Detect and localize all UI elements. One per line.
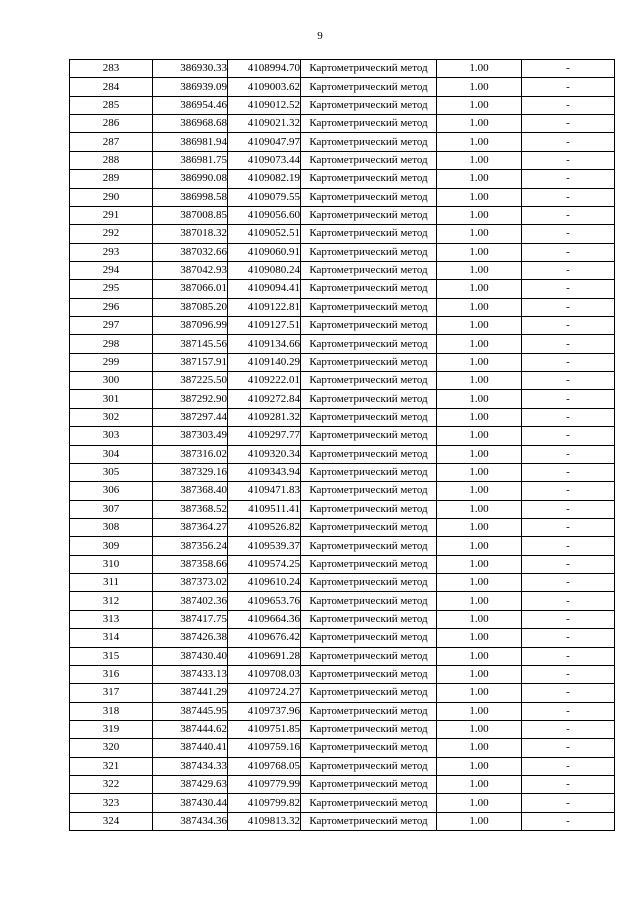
description-cell: - — [522, 776, 615, 794]
description-cell: - — [522, 280, 615, 298]
point-number-cell: 296 — [70, 298, 153, 316]
description-cell: - — [522, 96, 615, 114]
accuracy-cell: 1.00 — [437, 665, 522, 683]
y-coordinate-cell: 4109779.99 — [228, 776, 301, 794]
y-coordinate-cell: 4109047.97 — [228, 133, 301, 151]
point-number-cell: 315 — [70, 647, 153, 665]
accuracy-cell: 1.00 — [437, 280, 522, 298]
table-row — [70, 372, 615, 390]
table-row — [70, 482, 615, 500]
y-coordinate-cell: 4109320.34 — [228, 445, 301, 463]
x-coordinate-cell: 387096.99 — [153, 317, 228, 335]
y-coordinate-cell: 4109343.94 — [228, 463, 301, 481]
x-coordinate-cell: 387364.27 — [153, 518, 228, 536]
accuracy-cell: 1.00 — [437, 684, 522, 702]
x-coordinate-cell: 387368.40 — [153, 482, 228, 500]
description-cell: - — [522, 78, 615, 96]
table-row — [70, 60, 615, 78]
y-coordinate-cell: 4109052.51 — [228, 225, 301, 243]
accuracy-cell: 1.00 — [437, 592, 522, 610]
y-coordinate-cell: 4109122.81 — [228, 298, 301, 316]
accuracy-cell: 1.00 — [437, 225, 522, 243]
description-cell: - — [522, 482, 615, 500]
method-cell: Картометрический метод — [301, 463, 437, 481]
description-cell: - — [522, 739, 615, 757]
coordinates-table — [69, 59, 615, 831]
description-cell: - — [522, 702, 615, 720]
point-number-cell: 288 — [70, 151, 153, 169]
page-number: 9 — [317, 30, 323, 42]
description-cell: - — [522, 555, 615, 573]
y-coordinate-cell: 4109676.42 — [228, 629, 301, 647]
accuracy-cell: 1.00 — [437, 702, 522, 720]
accuracy-cell: 1.00 — [437, 133, 522, 151]
accuracy-cell: 1.00 — [437, 812, 522, 830]
method-cell: Картометрический метод — [301, 665, 437, 683]
y-coordinate-cell: 4109127.51 — [228, 317, 301, 335]
table-row — [70, 427, 615, 445]
point-number-cell: 294 — [70, 261, 153, 279]
description-cell: - — [522, 335, 615, 353]
point-number-cell: 306 — [70, 482, 153, 500]
x-coordinate-cell: 387417.75 — [153, 610, 228, 628]
x-coordinate-cell: 387042.93 — [153, 261, 228, 279]
method-cell: Картометрический метод — [301, 776, 437, 794]
description-cell: - — [522, 684, 615, 702]
y-coordinate-cell: 4109574.25 — [228, 555, 301, 573]
accuracy-cell: 1.00 — [437, 78, 522, 96]
point-number-cell: 293 — [70, 243, 153, 261]
y-coordinate-cell: 4109768.05 — [228, 757, 301, 775]
point-number-cell: 302 — [70, 408, 153, 426]
table-row — [70, 115, 615, 133]
table-row — [70, 96, 615, 114]
y-coordinate-cell: 4109281.32 — [228, 408, 301, 426]
table-row — [70, 390, 615, 408]
method-cell: Картометрический метод — [301, 574, 437, 592]
description-cell: - — [522, 518, 615, 536]
method-cell: Картометрический метод — [301, 518, 437, 536]
point-number-cell: 284 — [70, 78, 153, 96]
y-coordinate-cell: 4109708.03 — [228, 665, 301, 683]
table-row — [70, 794, 615, 812]
method-cell: Картометрический метод — [301, 757, 437, 775]
accuracy-cell: 1.00 — [437, 757, 522, 775]
x-coordinate-cell: 387225.50 — [153, 372, 228, 390]
x-coordinate-cell: 386954.46 — [153, 96, 228, 114]
point-number-cell: 322 — [70, 776, 153, 794]
method-cell: Картометрический метод — [301, 702, 437, 720]
description-cell: - — [522, 243, 615, 261]
x-coordinate-cell: 387368.52 — [153, 500, 228, 518]
method-cell: Картометрический метод — [301, 684, 437, 702]
point-number-cell: 285 — [70, 96, 153, 114]
y-coordinate-cell: 4109759.16 — [228, 739, 301, 757]
method-cell: Картометрический метод — [301, 592, 437, 610]
point-number-cell: 318 — [70, 702, 153, 720]
accuracy-cell: 1.00 — [437, 463, 522, 481]
point-number-cell: 310 — [70, 555, 153, 573]
x-coordinate-cell: 387430.44 — [153, 794, 228, 812]
point-number-cell: 323 — [70, 794, 153, 812]
description-cell: - — [522, 537, 615, 555]
table-row — [70, 243, 615, 261]
point-number-cell: 301 — [70, 390, 153, 408]
description-cell: - — [522, 133, 615, 151]
x-coordinate-cell: 387445.95 — [153, 702, 228, 720]
x-coordinate-cell: 387032.66 — [153, 243, 228, 261]
table-row — [70, 537, 615, 555]
point-number-cell: 289 — [70, 170, 153, 188]
x-coordinate-cell: 387145.56 — [153, 335, 228, 353]
table-row — [70, 574, 615, 592]
method-cell: Картометрический метод — [301, 353, 437, 371]
table-row — [70, 739, 615, 757]
method-cell: Картометрический метод — [301, 298, 437, 316]
x-coordinate-cell: 387018.32 — [153, 225, 228, 243]
method-cell: Картометрический метод — [301, 335, 437, 353]
table-row — [70, 170, 615, 188]
point-number-cell: 303 — [70, 427, 153, 445]
x-coordinate-cell: 387356.24 — [153, 537, 228, 555]
y-coordinate-cell: 4109664.36 — [228, 610, 301, 628]
description-cell: - — [522, 151, 615, 169]
table-row — [70, 702, 615, 720]
y-coordinate-cell: 4109813.32 — [228, 812, 301, 830]
accuracy-cell: 1.00 — [437, 60, 522, 78]
table-row — [70, 610, 615, 628]
accuracy-cell: 1.00 — [437, 739, 522, 757]
method-cell: Картометрический метод — [301, 170, 437, 188]
table-row — [70, 445, 615, 463]
table-row — [70, 720, 615, 738]
y-coordinate-cell: 4109539.37 — [228, 537, 301, 555]
accuracy-cell: 1.00 — [437, 408, 522, 426]
x-coordinate-cell: 386930.33 — [153, 60, 228, 78]
y-coordinate-cell: 4109297.77 — [228, 427, 301, 445]
x-coordinate-cell: 387008.85 — [153, 206, 228, 224]
y-coordinate-cell: 4109691.28 — [228, 647, 301, 665]
x-coordinate-cell: 386968.68 — [153, 115, 228, 133]
x-coordinate-cell: 386939.09 — [153, 78, 228, 96]
description-cell: - — [522, 206, 615, 224]
method-cell: Картометрический метод — [301, 206, 437, 224]
point-number-cell: 313 — [70, 610, 153, 628]
accuracy-cell: 1.00 — [437, 574, 522, 592]
description-cell: - — [522, 427, 615, 445]
point-number-cell: 297 — [70, 317, 153, 335]
x-coordinate-cell: 387426.38 — [153, 629, 228, 647]
y-coordinate-cell: 4109511.41 — [228, 500, 301, 518]
table-row — [70, 647, 615, 665]
y-coordinate-cell: 4109653.76 — [228, 592, 301, 610]
x-coordinate-cell: 387430.40 — [153, 647, 228, 665]
accuracy-cell: 1.00 — [437, 335, 522, 353]
y-coordinate-cell: 4109471.83 — [228, 482, 301, 500]
accuracy-cell: 1.00 — [437, 647, 522, 665]
y-coordinate-cell: 4109003.62 — [228, 78, 301, 96]
y-coordinate-cell: 4109526.82 — [228, 518, 301, 536]
x-coordinate-cell: 387329.16 — [153, 463, 228, 481]
point-number-cell: 305 — [70, 463, 153, 481]
point-number-cell: 287 — [70, 133, 153, 151]
description-cell: - — [522, 225, 615, 243]
method-cell: Картометрический метод — [301, 537, 437, 555]
y-coordinate-cell: 4109021.32 — [228, 115, 301, 133]
point-number-cell: 286 — [70, 115, 153, 133]
table-row — [70, 500, 615, 518]
x-coordinate-cell: 387292.90 — [153, 390, 228, 408]
point-number-cell: 308 — [70, 518, 153, 536]
x-coordinate-cell: 387085.20 — [153, 298, 228, 316]
accuracy-cell: 1.00 — [437, 500, 522, 518]
description-cell: - — [522, 60, 615, 78]
accuracy-cell: 1.00 — [437, 188, 522, 206]
table-row — [70, 133, 615, 151]
y-coordinate-cell: 4109060.91 — [228, 243, 301, 261]
method-cell: Картометрический метод — [301, 96, 437, 114]
point-number-cell: 283 — [70, 60, 153, 78]
y-coordinate-cell: 4109079.55 — [228, 188, 301, 206]
description-cell: - — [522, 592, 615, 610]
description-cell: - — [522, 500, 615, 518]
accuracy-cell: 1.00 — [437, 776, 522, 794]
x-coordinate-cell: 387433.13 — [153, 665, 228, 683]
method-cell: Картометрический метод — [301, 261, 437, 279]
description-cell: - — [522, 445, 615, 463]
accuracy-cell: 1.00 — [437, 390, 522, 408]
accuracy-cell: 1.00 — [437, 170, 522, 188]
method-cell: Картометрический метод — [301, 482, 437, 500]
accuracy-cell: 1.00 — [437, 151, 522, 169]
table-row — [70, 206, 615, 224]
description-cell: - — [522, 188, 615, 206]
point-number-cell: 299 — [70, 353, 153, 371]
method-cell: Картометрический метод — [301, 317, 437, 335]
accuracy-cell: 1.00 — [437, 96, 522, 114]
x-coordinate-cell: 387402.36 — [153, 592, 228, 610]
table-row — [70, 280, 615, 298]
y-coordinate-cell: 4109724.27 — [228, 684, 301, 702]
y-coordinate-cell: 4109799.82 — [228, 794, 301, 812]
point-number-cell: 320 — [70, 739, 153, 757]
point-number-cell: 314 — [70, 629, 153, 647]
description-cell: - — [522, 610, 615, 628]
table-row — [70, 261, 615, 279]
table-row — [70, 335, 615, 353]
accuracy-cell: 1.00 — [437, 206, 522, 224]
accuracy-cell: 1.00 — [437, 243, 522, 261]
y-coordinate-cell: 4109080.24 — [228, 261, 301, 279]
table-row — [70, 225, 615, 243]
description-cell: - — [522, 574, 615, 592]
method-cell: Картометрический метод — [301, 133, 437, 151]
method-cell: Картометрический метод — [301, 610, 437, 628]
y-coordinate-cell: 4109094.41 — [228, 280, 301, 298]
accuracy-cell: 1.00 — [437, 794, 522, 812]
description-cell: - — [522, 463, 615, 481]
y-coordinate-cell: 4109134.66 — [228, 335, 301, 353]
method-cell: Картометрический метод — [301, 647, 437, 665]
accuracy-cell: 1.00 — [437, 317, 522, 335]
description-cell: - — [522, 757, 615, 775]
table-row — [70, 629, 615, 647]
table-row — [70, 776, 615, 794]
x-coordinate-cell: 387444.62 — [153, 720, 228, 738]
method-cell: Картометрический метод — [301, 390, 437, 408]
table-row — [70, 665, 615, 683]
accuracy-cell: 1.00 — [437, 298, 522, 316]
table-row — [70, 757, 615, 775]
table-row — [70, 408, 615, 426]
method-cell: Картометрический метод — [301, 280, 437, 298]
point-number-cell: 319 — [70, 720, 153, 738]
point-number-cell: 307 — [70, 500, 153, 518]
method-cell: Картометрический метод — [301, 720, 437, 738]
method-cell: Картометрический метод — [301, 408, 437, 426]
method-cell: Картометрический метод — [301, 60, 437, 78]
method-cell: Картометрический метод — [301, 555, 437, 573]
point-number-cell: 292 — [70, 225, 153, 243]
x-coordinate-cell: 387441.29 — [153, 684, 228, 702]
method-cell: Картометрический метод — [301, 427, 437, 445]
description-cell: - — [522, 390, 615, 408]
description-cell: - — [522, 170, 615, 188]
point-number-cell: 321 — [70, 757, 153, 775]
y-coordinate-cell: 4109610.24 — [228, 574, 301, 592]
x-coordinate-cell: 387066.01 — [153, 280, 228, 298]
table-row — [70, 317, 615, 335]
description-cell: - — [522, 372, 615, 390]
x-coordinate-cell: 386998.58 — [153, 188, 228, 206]
description-cell: - — [522, 647, 615, 665]
y-coordinate-cell: 4109082.19 — [228, 170, 301, 188]
y-coordinate-cell: 4109140.29 — [228, 353, 301, 371]
x-coordinate-cell: 387358.66 — [153, 555, 228, 573]
y-coordinate-cell: 4109056.60 — [228, 206, 301, 224]
description-cell: - — [522, 629, 615, 647]
table-row — [70, 78, 615, 96]
y-coordinate-cell: 4108994.70 — [228, 60, 301, 78]
table-row — [70, 812, 615, 830]
method-cell: Картометрический метод — [301, 78, 437, 96]
method-cell: Картометрический метод — [301, 115, 437, 133]
x-coordinate-cell: 387440.41 — [153, 739, 228, 757]
table-row — [70, 298, 615, 316]
description-cell: - — [522, 812, 615, 830]
accuracy-cell: 1.00 — [437, 372, 522, 390]
x-coordinate-cell: 387157.91 — [153, 353, 228, 371]
method-cell: Картометрический метод — [301, 243, 437, 261]
x-coordinate-cell: 387429.63 — [153, 776, 228, 794]
point-number-cell: 300 — [70, 372, 153, 390]
description-cell: - — [522, 115, 615, 133]
x-coordinate-cell: 387316.02 — [153, 445, 228, 463]
accuracy-cell: 1.00 — [437, 261, 522, 279]
y-coordinate-cell: 4109272.84 — [228, 390, 301, 408]
y-coordinate-cell: 4109751.85 — [228, 720, 301, 738]
table-row — [70, 518, 615, 536]
description-cell: - — [522, 298, 615, 316]
x-coordinate-cell: 387373.02 — [153, 574, 228, 592]
y-coordinate-cell: 4109012.52 — [228, 96, 301, 114]
method-cell: Картометрический метод — [301, 794, 437, 812]
y-coordinate-cell: 4109222.01 — [228, 372, 301, 390]
x-coordinate-cell: 387434.36 — [153, 812, 228, 830]
method-cell: Картометрический метод — [301, 151, 437, 169]
x-coordinate-cell: 387434.33 — [153, 757, 228, 775]
accuracy-cell: 1.00 — [437, 427, 522, 445]
description-cell: - — [522, 794, 615, 812]
method-cell: Картометрический метод — [301, 188, 437, 206]
y-coordinate-cell: 4109073.44 — [228, 151, 301, 169]
description-cell: - — [522, 317, 615, 335]
point-number-cell: 298 — [70, 335, 153, 353]
accuracy-cell: 1.00 — [437, 482, 522, 500]
accuracy-cell: 1.00 — [437, 555, 522, 573]
x-coordinate-cell: 386981.94 — [153, 133, 228, 151]
point-number-cell: 316 — [70, 665, 153, 683]
accuracy-cell: 1.00 — [437, 629, 522, 647]
point-number-cell: 291 — [70, 206, 153, 224]
y-coordinate-cell: 4109737.96 — [228, 702, 301, 720]
description-cell: - — [522, 353, 615, 371]
x-coordinate-cell: 387303.49 — [153, 427, 228, 445]
table-row — [70, 151, 615, 169]
point-number-cell: 317 — [70, 684, 153, 702]
description-cell: - — [522, 720, 615, 738]
point-number-cell: 312 — [70, 592, 153, 610]
method-cell: Картометрический метод — [301, 225, 437, 243]
accuracy-cell: 1.00 — [437, 610, 522, 628]
method-cell: Картометрический метод — [301, 372, 437, 390]
method-cell: Картометрический метод — [301, 445, 437, 463]
point-number-cell: 324 — [70, 812, 153, 830]
x-coordinate-cell: 387297.44 — [153, 408, 228, 426]
point-number-cell: 295 — [70, 280, 153, 298]
method-cell: Картометрический метод — [301, 812, 437, 830]
method-cell: Картометрический метод — [301, 500, 437, 518]
accuracy-cell: 1.00 — [437, 537, 522, 555]
x-coordinate-cell: 386981.75 — [153, 151, 228, 169]
accuracy-cell: 1.00 — [437, 115, 522, 133]
coordinates-table-body — [70, 60, 615, 831]
table-row — [70, 592, 615, 610]
table-row — [70, 684, 615, 702]
x-coordinate-cell: 386990.08 — [153, 170, 228, 188]
table-row — [70, 188, 615, 206]
method-cell: Картометрический метод — [301, 629, 437, 647]
accuracy-cell: 1.00 — [437, 353, 522, 371]
point-number-cell: 309 — [70, 537, 153, 555]
accuracy-cell: 1.00 — [437, 518, 522, 536]
accuracy-cell: 1.00 — [437, 445, 522, 463]
accuracy-cell: 1.00 — [437, 720, 522, 738]
point-number-cell: 304 — [70, 445, 153, 463]
description-cell: - — [522, 261, 615, 279]
point-number-cell: 311 — [70, 574, 153, 592]
table-row — [70, 463, 615, 481]
description-cell: - — [522, 665, 615, 683]
method-cell: Картометрический метод — [301, 739, 437, 757]
table-row — [70, 353, 615, 371]
table-row — [70, 555, 615, 573]
description-cell: - — [522, 408, 615, 426]
point-number-cell: 290 — [70, 188, 153, 206]
